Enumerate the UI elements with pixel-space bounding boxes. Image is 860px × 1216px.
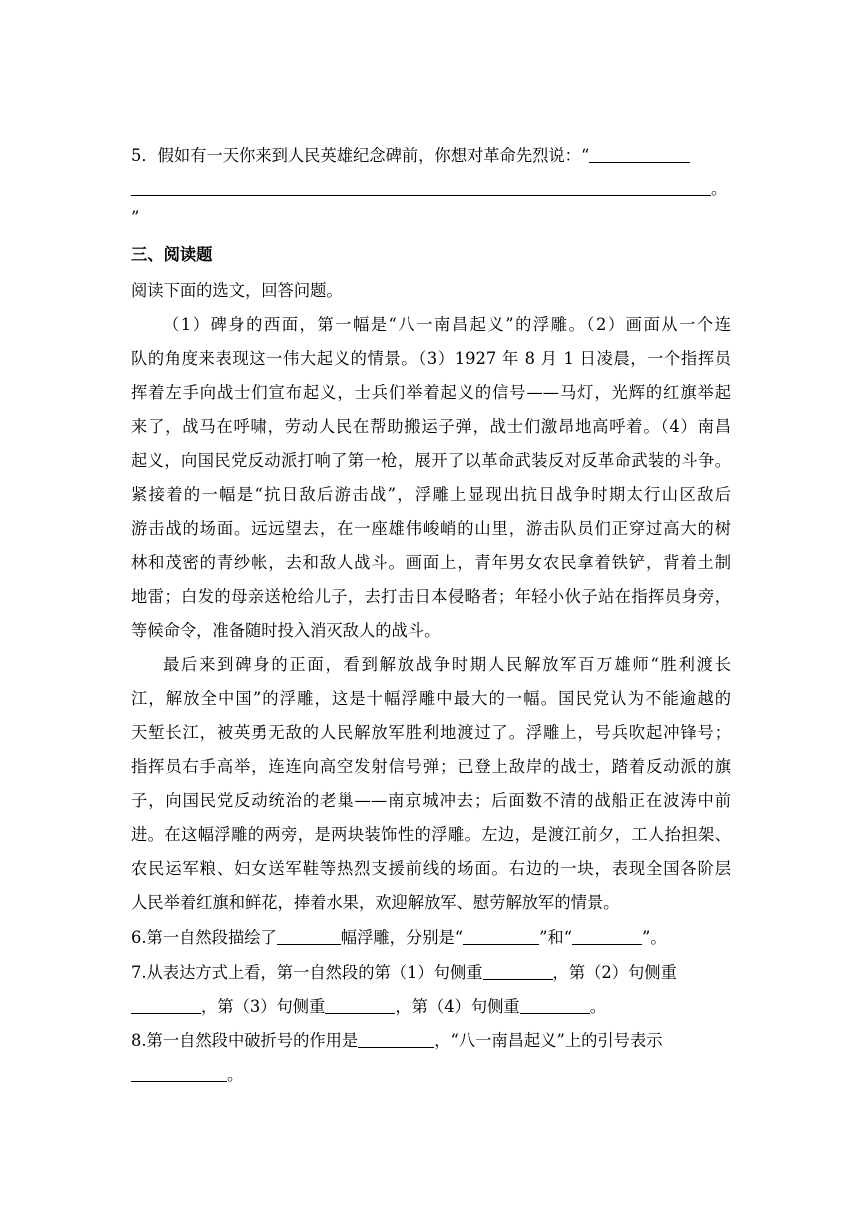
passage-line: 地雷；白发的母亲送枪给儿子，去打击日本侵略者；年轻小伙子站在指挥员身旁，	[131, 587, 731, 606]
question-5-text: 5．假如有一天你来到人民英雄纪念碑前，你想对革命先烈说：“	[131, 146, 590, 165]
question-7: 7.从表达方式上看，第一自然段的第（1）句侧重 ，第（2）句侧重	[131, 963, 677, 982]
answer-blank[interactable]	[277, 928, 341, 945]
passage-line: 挥着左手向战士们宣布起义，士兵们举着起义的信号——马灯，光辉的红旗举起	[131, 383, 731, 402]
question-8-continuation: 。	[131, 1063, 243, 1087]
question-5	[131, 144, 690, 168]
answer-blank[interactable]	[520, 997, 590, 1014]
question-5-continuation	[131, 177, 727, 201]
question-7-continuation: ，第（3）句侧重 ，第（4）句侧重 。	[131, 995, 606, 1019]
answer-blank[interactable]	[325, 997, 395, 1014]
passage-line: 天堑长江，被英勇无敌的人民解放军胜利地渡过了。浮雕上，号兵吹起冲锋号；	[131, 723, 731, 742]
passage-line: 来了，战马在呼啸，劳动人民在帮助搬运子弹，战士们激昂地高呼着。（4）南昌	[131, 417, 731, 436]
section-heading: 三、阅读题	[131, 245, 213, 264]
question-8: 8.第一自然段中破折号的作用是 ，“八一南昌起义”上的引号表示	[131, 1031, 663, 1050]
passage-line: 游击战的场面。远远望去，在一座雄伟峻峭的山里，游击队员们正穿过高大的树	[131, 519, 731, 538]
answer-blank[interactable]	[463, 928, 539, 945]
answer-blank[interactable]	[358, 1031, 434, 1048]
question-6: 6.第一自然段描绘了 幅浮雕，分别是“ ”和“ ”。	[131, 928, 667, 947]
passage-line: 江，解放全中国”的浮雕，这是十幅浮雕中最大的一幅。国民党认为不能逾越的	[131, 689, 731, 708]
passage-line: （1）碑身的西面，第一幅是“八一南昌起义”的浮雕。（2）画面从一个连	[163, 315, 731, 334]
passage-line: 进。在这幅浮雕的两旁，是两块装饰性的浮雕。左边，是渡江前夕，工人抬担架、	[131, 825, 731, 844]
passage-line: 子，向国民党反动统治的老巢——南京城冲去；后面数不清的战船正在波涛中前	[131, 791, 731, 810]
passage-line: 林和茂密的青纱帐，去和敌人战斗。画面上，青年男女农民拿着铁铲，背着土制	[131, 553, 731, 572]
passage-line: 等候命令，准备随时投入消灭敌人的战斗。	[131, 621, 441, 640]
passage-line: 指挥员右手高举，连连向高空发射信号弹；已登上敌岸的战士，踏着反动派的旗	[131, 757, 731, 776]
passage-line: 农民运军粮、妇女送军鞋等热烈支援前线的场面。右边的一块，表现全国各阶层	[131, 859, 731, 878]
passage-line: 起义，向国民党反动派打响了第一枪，展开了以革命武装反对反革命武装的斗争。	[131, 451, 731, 470]
question-5-end-punct: 。	[711, 179, 728, 198]
question-5-close-quote: ”	[131, 208, 140, 227]
passage-line: 紧接着的一幅是“抗日敌后游击战”，浮雕上显现出抗日战争时期太行山区敌后	[131, 485, 731, 504]
answer-blank[interactable]	[572, 928, 642, 945]
answer-blank[interactable]	[589, 146, 690, 163]
answer-blank[interactable]	[131, 179, 711, 196]
answer-blank[interactable]	[131, 1065, 227, 1082]
answer-blank[interactable]	[483, 963, 553, 980]
passage-line: 队的角度来表现这一伟大起义的情景。（3）1927 年 8 月 1 日凌晨，一个指挥员	[131, 349, 731, 368]
answer-blank[interactable]	[131, 997, 201, 1014]
passage-line: 人民举着红旗和鲜花，捧着水果，欢迎解放军、慰劳解放军的情景。	[131, 893, 620, 912]
section-instruction: 阅读下面的选文，回答问题。	[131, 281, 343, 300]
passage-line: 最后来到碑身的正面，看到解放战争时期人民解放军百万雄师“胜利渡长	[163, 655, 731, 674]
